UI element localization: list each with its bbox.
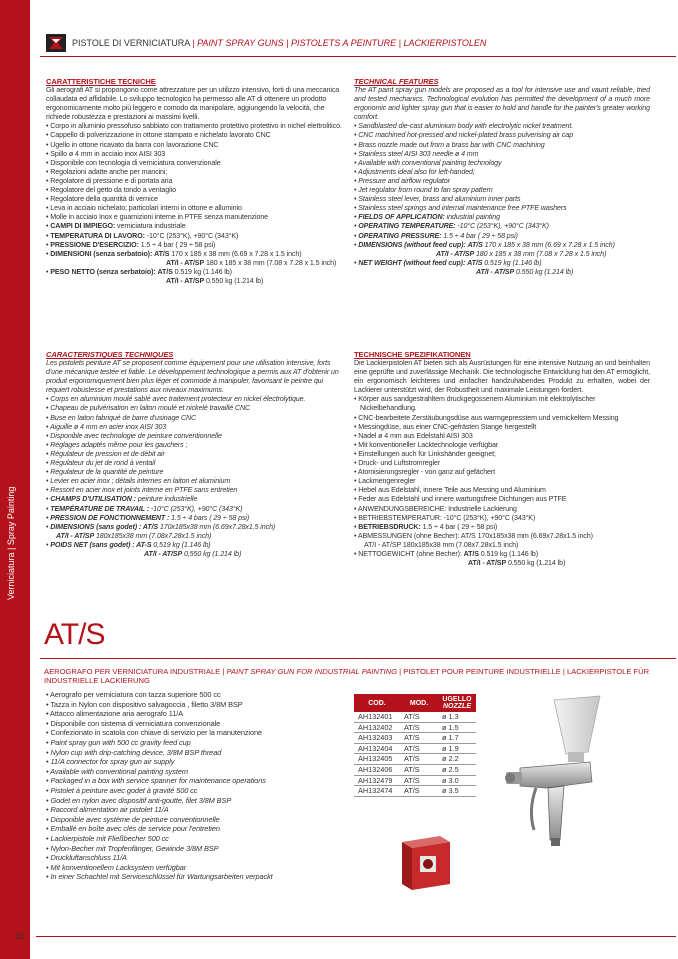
fr-dimensions: • DIMENSIONS (sans godet) : AT/S 170x185x38 mm (6.69x7.28x1.5 inch) (46, 523, 342, 532)
list-item: • Available with conventional painting system (46, 767, 346, 777)
table-cell: AT/S (400, 743, 438, 754)
list-item: • Régulateur du jet de rond à ventail (46, 459, 342, 468)
list-item: • Regolazioni adatte anche per mancini; (46, 168, 342, 177)
list-item: • Available with conventional painting technology (354, 159, 650, 168)
list-item: • Disponibile con tecnologia di verniciatura convenzionale (46, 159, 342, 168)
table-cell: AH132402 (354, 722, 400, 733)
list-item: • Hebel aus Edelstahl, innere Teile aus Messing und Aluminium (354, 486, 650, 495)
list-item: • Disponible avec technologie de peinture conventionnelle (46, 432, 342, 441)
list-item: • Chapeau de pulvérisation en laiton moulé et nickelé travaillé CNC (46, 404, 342, 413)
list-item: • CNC machined hot-pressed and nickel-plated brass pulverising air cap (354, 131, 650, 140)
list-item: • Sandblasted die-cast aluminium body with electrolytic nickel treatment. (354, 122, 650, 131)
list-item: • Nadel ø 4 mm aus Edelstahl AISI 303 (354, 432, 650, 441)
list-item: • Pressure and airflow regulator (354, 177, 650, 186)
it-press: • PRESSIONE D'ESERCIZIO: 1.5 ÷ 4 bar ( 29 ÷ 58 psi) (46, 241, 342, 250)
table-cell: ø 1.3 (438, 712, 476, 722)
side-label: Verniciatura | Spray Painting (6, 486, 16, 600)
de-dimensions: • ABMESSUNGEN (ohne Becher): AT/S 170x185x38 mm (6.69x7.28x1.5 inch) (354, 532, 650, 541)
table-cell: AH132406 (354, 764, 400, 775)
list-item: • Régulateur de la quantité de peinture (46, 468, 342, 477)
list-item: • Buse en laiton fabriqué de barre d'usinage CNC (46, 414, 342, 423)
list-item: • Tazza in Nylon con dispositivo salvagoccia , filetto 3/8M BSP (46, 700, 346, 710)
model-features (46, 690, 346, 882)
en-weight-2: AT/I - AT/SP 0.550 kg (1.214 lb) (476, 267, 574, 276)
list-item: • Molle in acciaio Inox e guarnizioni interne in PTFE senza manutenzione (46, 213, 342, 222)
list-item: • 11/A connector for spray gun air supply (46, 757, 346, 767)
list-item: • Körper aus sandgestrahltem druckgegossenem Aluminium mit elektrolytischer Nickelbehandlung. (354, 395, 650, 413)
col-model: MOD. (400, 694, 438, 712)
list-item: • Packaged in a box with service spanner for maintenance operations (46, 776, 346, 786)
list-item: • Feder aus Edelstahl und innere wartungsfreie Dichtungen aus PTFE (354, 495, 650, 504)
de-press: • BETRIEBSDRUCK: 1.5 ÷ 4 bar ( 29 ÷ 58 psi) (354, 523, 650, 532)
table-cell: AT/S (400, 775, 438, 786)
list-item: • Levier en acier inox ; détails internes en laiton et aluminium (46, 477, 342, 486)
table-cell: AT/S (400, 786, 438, 797)
de-intro: Die Lackierpistolen AT bieten sich als Ausrüstungen für eine intensive Nutzung an und beinhalten eine geprüfte und zuverlässige Mechanik. Die technologische Entwicklung hat den AT ermöglicht, ein ergonomisch leichteres und einfacher handzuhabendes Produkt zu erhalten, wobei der Lackierer unterstützt wird, der Robustheit und maximale Leistungen fordert. (354, 359, 650, 395)
fr-temp: • TEMPÉRATURE DE TRAVAIL : -10°C (253°K), +90°C (343°K) (46, 505, 342, 514)
en-dimensions-2: AT/I - AT/SP 180 x 185 x 38 mm (7.08 x 7.28 x 1.5 inch) (436, 249, 607, 258)
list-item: • In einer Schachtel mit Serviceschlüssel für Wartungsarbeiten verpackt (46, 872, 346, 882)
header-title: PISTOLE DI VERNICIATURA | PAINT SPRAY GUNS | PISTOLETS A PEINTURE | LACKIERPISTOLEN (72, 38, 487, 48)
model-title: AT/S (44, 618, 105, 651)
list-item: • Leva in acciaio nichelato; particolari interni in ottone e alluminio (46, 204, 342, 213)
list-item: • Mit konventionellem Lacksystem verfügbar (46, 863, 346, 873)
table-cell: ø 3.5 (438, 786, 476, 797)
table-cell: AT/S (400, 733, 438, 744)
en-weight: • NET WEIGHT (without feed cup): AT/S 0.519 kg (1.146 lb) (354, 259, 650, 268)
list-item: • Attacco alimentazione aria aerografo 11/A (46, 709, 346, 719)
list-item: • Régulateur de pression et de débit air (46, 450, 342, 459)
list-item: • Adjustments ideal also for left-handed; (354, 168, 650, 177)
en-press: • OPERATING PRESSURE: 1.5 ÷ 4 bar ( 29 ÷ 58 psi) (354, 232, 650, 241)
table-cell: ø 1.7 (438, 733, 476, 744)
list-item: • Ressort en acier inox et joints interne en PTFE sans entretien (46, 486, 342, 495)
packaging-box-image (396, 832, 452, 892)
list-item: • Réglages adaptés même pour les gauchers ; (46, 441, 342, 450)
list-item: • Mit konventioneller Lacktechnologie verfügbar (354, 441, 650, 450)
list-item: • Stainless steel AISI 303 needle ø 4 mm (354, 150, 650, 159)
table-cell: ø 1.5 (438, 722, 476, 733)
it-intro: Gli aerografi AT si propongono come attrezzature per un utilizzo intensivo, forti di una meccanica collaudata ed affidabile. Lo sviluppo tecnologico ha permesso alle AT di ottenere un prodotto ergonomicamente molto più leggero e comodo da manipolare, aggiungendo la velocità, che richiede robustezza e prestazioni ai massimi livelli. (46, 86, 340, 122)
de-title: TECHNISCHE SPEZIFIKATIONEN (354, 350, 471, 359)
it-fields: • CAMPI DI IMPIEGO: verniciatura industriale (46, 222, 342, 231)
list-item: • Raccord alimentation air pistolet 11/A (46, 805, 346, 815)
spray-gun-image (450, 690, 620, 850)
table-cell: AH132404 (354, 743, 400, 754)
table-cell: AT/S (400, 712, 438, 722)
brand-logo (46, 34, 66, 52)
header-fr: PISTOLETS A PEINTURE (290, 38, 397, 48)
list-item: • Druck- und Luftstromregler (354, 459, 650, 468)
list-item: • Regolatore del getto da tondo a ventaglio (46, 186, 342, 195)
fr-fields: • CHAMPS D'UTILISATION : peinture industrielle (46, 495, 342, 504)
en-section (354, 77, 650, 277)
list-item: • Einstellungen auch für Linkshänder geeignet; (354, 450, 650, 459)
footer-rule (36, 936, 676, 937)
fr-section (46, 350, 342, 559)
list-item: • Godet en nylon avec dispositif anti-goutte, filet 3/8M BSP (46, 796, 346, 806)
de-section (354, 350, 650, 568)
list-item: • Ugello in ottone ricavato da barra con lavorazione CNC (46, 141, 342, 150)
list-item: • CNC-bearbeitete Zerstäubungsdüse aus warmgepresstem und vernickeltem Messing (354, 414, 650, 423)
it-weight: • PESO NETTO (senza serbatoio): AT/S 0.519 kg (1.146 lb) (46, 268, 342, 277)
table-cell: ø 2.2 (438, 754, 476, 765)
list-item: • Nylon-Becher mit Tropfenfänger, Gewinde 3/8M BSP (46, 844, 346, 854)
de-fields: • ANWENDUNGSBEREICHE: Industrielle Lackierung (354, 505, 650, 514)
col-code: COD. (354, 694, 400, 712)
fr-list (46, 395, 342, 495)
list-item: • Disponible avec système de peinture conventionnelle (46, 815, 346, 825)
fr-press: • PRESSION DE FONCTIONNEMENT : 1.5 ÷ 4 bars ( 29 ÷ 58 psi) (46, 514, 342, 523)
list-item: • Regolatore di pressione e di portata aria (46, 177, 342, 186)
col-nozzle: UGELLO NOZZLE (438, 694, 476, 712)
fr-weight-2: AT/I - AT/SP 0,550 kg (1.214 lb) (144, 549, 242, 558)
fr-weight: • POIDS NET (sans godet) : AT-S 0,519 kg (1.146 lb) (46, 541, 342, 550)
model-rule (40, 658, 676, 659)
de-dimensions-2: AT/I - AT/SP 180x185x38 mm (7.08x7.28x1.5 inch) (364, 540, 519, 549)
en-dimensions: • DIMENSIONS (without feed cup): AT/S 170 x 185 x 38 mm (6.69 x 7.28 x 1.5 inch) (354, 241, 650, 250)
en-title: TECHNICAL FEATURES (354, 77, 439, 86)
table-cell: AH132401 (354, 712, 400, 722)
list-item: • Pistolet à peinture avec godet à gravité 500 cc (46, 786, 346, 796)
header-en: PAINT SPRAY GUNS (197, 38, 284, 48)
it-title: CARATTERISTICHE TECNICHE (46, 77, 156, 86)
model-feature-list (46, 690, 346, 882)
list-item: • Lackierpistole mit Fließbecher 500 cc (46, 834, 346, 844)
en-temp: • OPERATING TEMPERATURE: -10°C (253°K), +90°C (343°K) (354, 222, 650, 231)
en-fields: • FIELDS OF APPLICATION: industrial painting (354, 213, 650, 222)
list-item: • Paint spray gun with 500 cc gravity feed cup (46, 738, 346, 748)
table-cell: AH132405 (354, 754, 400, 765)
table-cell: AT/S (400, 722, 438, 733)
list-item: • Corpo in alluminio pressofuso sabbiato con trattamento protettivo protettivo in nichel elettrolitico. (46, 122, 342, 131)
list-item: • Confezionato in scatola con chiave di servizio per la manutenzione (46, 728, 346, 738)
list-item: • Brass nozzle made out from a brass bar with CNC machining (354, 141, 650, 150)
list-item: • Stainless steel lever, brass and aluminium inner parts (354, 195, 650, 204)
list-item: • Jet regulator from round to fan spray pattern (354, 186, 650, 195)
table-cell: ø 2.5 (438, 764, 476, 775)
table-cell: ø 1.9 (438, 743, 476, 754)
side-strip (0, 0, 30, 959)
table-cell: AT/S (400, 754, 438, 765)
list-item: • Aerografo per verniciatura con tazza superiore 500 cc (46, 690, 346, 700)
fr-dimensions-2: AT/I - AT/SP 180x185x38 mm (7.08x7.28x1.5 inch) (56, 531, 212, 540)
model-subtitle: AEROGRAFO PER VERNICIATURA INDUSTRIALE | PAINT SPRAY GUN FOR INDUSTRIAL PAINTING | PISTOLET POUR PEINTURE INDUSTRIELLE | LACKIERPISTOLE FÜR INDUSTRIELLE LACKIERUNG (44, 667, 650, 685)
de-weight: • NETTOGEWICHT (ohne Becher): AT/S 0.519 kg (1.146 lb) (354, 550, 650, 559)
list-item: • Lackmengenregler (354, 477, 650, 486)
header-it: PISTOLE DI VERNICIATURA (72, 38, 190, 48)
list-item: • Messingdüse, aus einer CNC-gefrästen Stange hergestellt (354, 423, 650, 432)
fr-title: CARACTERISTIQUES TECHNIQUES (46, 350, 174, 359)
it-section (46, 77, 342, 286)
list-item: • Disponibile con sistema di verniciatura convenzionale (46, 719, 346, 729)
en-list (354, 122, 650, 213)
list-item: • Regolatore della quantità di vernice (46, 195, 342, 204)
page-number: 10 (15, 932, 24, 941)
table-cell: ø 3.0 (438, 775, 476, 786)
en-intro: The AT paint spray gun models are proposed as a tool for intensive use and vaunt reliable, tried and tested mechanics. Technological evolution has permitted the development of a much more ergonomic and lighter spray gun that is easier to hold and handle for the painter's greater working comfort. (354, 86, 650, 122)
list-item: • Druckluftanschluss 11/A (46, 853, 346, 863)
table-cell: AH132479 (354, 775, 400, 786)
it-dimensions: • DIMENSIONI (senza serbatoio): AT/S 170 x 185 x 38 mm (6.69 x 7.28 x 1.5 inch) (46, 250, 342, 259)
it-temp: • TEMPERATURA DI LAVORO: -10°C (253°K), +90°C (343°K) (46, 232, 342, 241)
it-weight-2: AT/I - AT/SP 0.550 kg (1.214 lb) (166, 276, 264, 285)
de-temp: • BETRIEBSTEMPERATUR: -10°C (253°K), +90°C (343°K) (354, 514, 650, 523)
list-item: • Corps en aluminium moulé sablé avec traitement protecteur en nickel électrolytique. (46, 395, 342, 404)
list-item: • Aiguille ø 4 mm en acier inox AISI 303 (46, 423, 342, 432)
header-de: LACKIERPISTOLEN (403, 38, 487, 48)
table-cell: AH132474 (354, 786, 400, 797)
table-cell: AT/S (400, 764, 438, 775)
table-cell: AH132403 (354, 733, 400, 744)
list-item: • Emballé en boîte avec clés de service pour l'entretien (46, 824, 346, 834)
list-item: • Nylon cup with drip-catching device, 3/8M BSP thread (46, 748, 346, 758)
list-item: • Stainless steel springs and internal maintenance free PTFE washers (354, 204, 650, 213)
it-dimensions-2: AT/I - AT/SP 180 x 185 x 38 mm (7.08 x 7.28 x 1.5 inch) (166, 258, 337, 267)
list-item: • Spillo ø 4 mm in acciaio inox AISI 303 (46, 150, 342, 159)
list-item: • Cappello di polverizzazione in ottone stampato e nichelato lavorato CNC (46, 131, 342, 140)
it-list (46, 122, 342, 222)
fr-intro: Les pistolets peinture AT se proposent comme équipement pour une utilisation intensive, forts d'une mécanique testée et fiable. Le développement technologique a permis aux AT d'obtenir un produit ergonomiquement bien plus léger et commode à manipuler, favorisant le peintre qui requiert robustesse et prestations aux niveaux maximums. (46, 359, 339, 395)
header-rule (40, 56, 676, 57)
de-weight-2: AT/I - AT/SP 0.550 kg (1.214 lb) (468, 559, 566, 568)
list-item: • Atomisierungsregler - von ganz auf gefächert (354, 468, 650, 477)
de-list (354, 395, 650, 504)
